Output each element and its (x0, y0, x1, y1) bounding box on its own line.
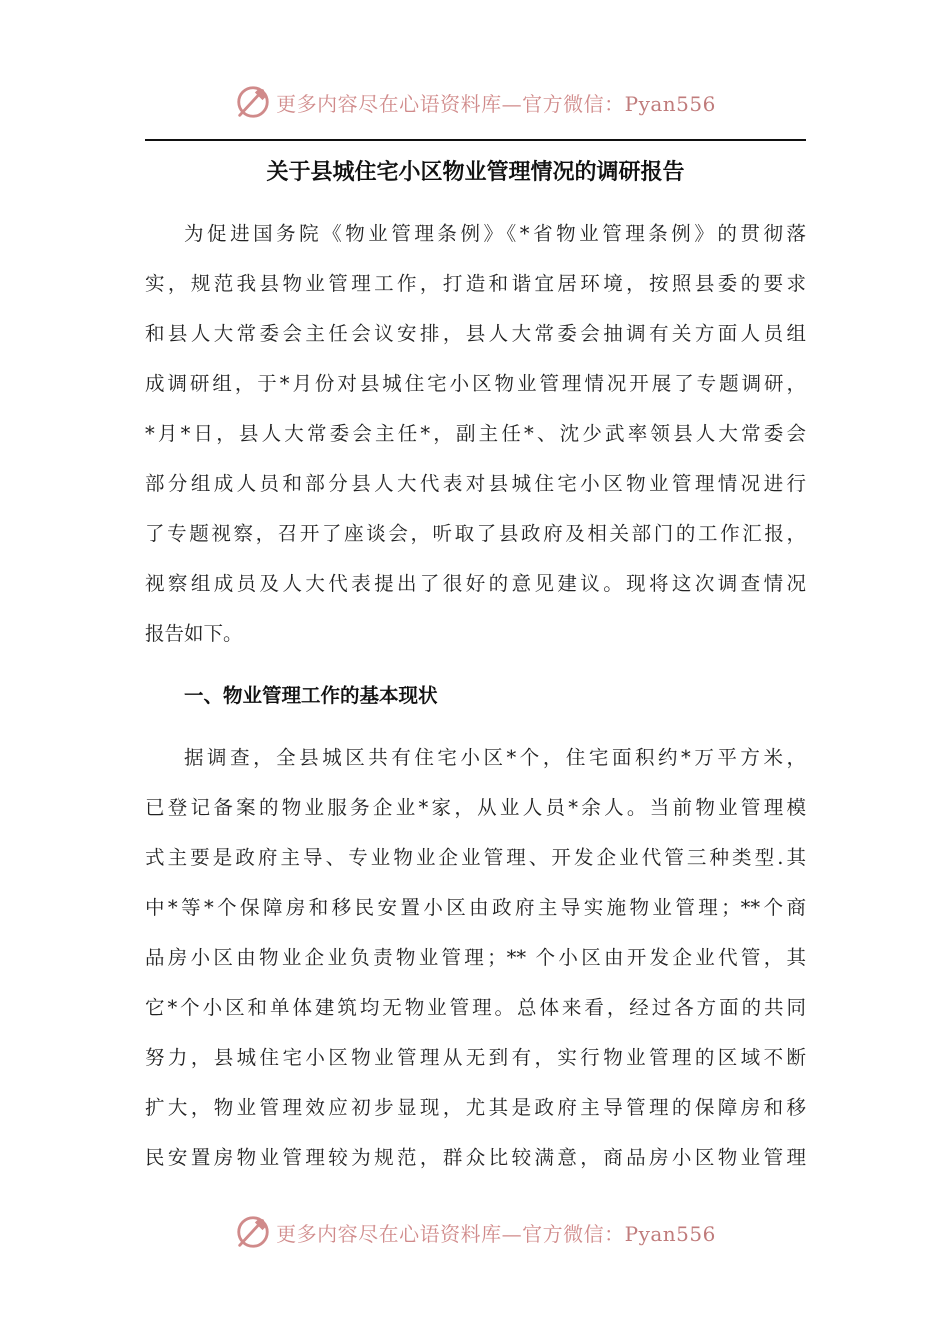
paragraph-line: 品房小区由物业企业负责物业管理；** 个小区由开发企业代管，其 (145, 946, 806, 969)
footer-banner-text: 更多内容尽在心语资料库—官方微信： (276, 1221, 625, 1246)
paragraph-line: 努力，县城住宅小区物业管理从无到有，实行物业管理的区域不断 (145, 1046, 806, 1069)
footer-banner (0, 1212, 950, 1252)
paragraph-line: 和县人大常委会主任会议安排，县人大常委会抽调有关方面人员组 (145, 322, 806, 345)
paragraph-line: 为促进国务院《物业管理条例》《*省物业管理条例》的贯彻落 (184, 222, 806, 245)
section1-paragraph (145, 733, 806, 1183)
paragraph-line: 式主要是政府主导、专业物业企业管理、开发企业代管三种类型.其 (145, 846, 806, 869)
document-title: 关于县城住宅小区物业管理情况的调研报告 (266, 159, 685, 185)
paragraph-line: 它*个小区和单体建筑均无物业管理。总体来看，经过各方面的共同 (145, 996, 806, 1019)
paragraph-line: 部分组成人员和部分县人大代表对县城住宅小区物业管理情况进行 (145, 472, 806, 495)
paragraph-line: 民安置房物业管理较为规范，群众比较满意，商品房小区物业管理 (145, 1146, 806, 1169)
pen-logo-icon (234, 83, 272, 121)
paragraph-line: 据调查，全县城区共有住宅小区*个，住宅面积约*万平方米， (184, 746, 806, 769)
section-heading: 一、物业管理工作的基本现状 (184, 684, 438, 707)
paragraph-line: 成调研组，于*月份对县城住宅小区物业管理情况开展了专题调研， (145, 372, 806, 395)
paragraph-line: 扩大，物业管理效应初步显现，尤其是政府主导管理的保障房和移 (145, 1096, 806, 1119)
footer-banner-id: Pyan556 (624, 1221, 716, 1246)
intro-paragraph (145, 209, 806, 659)
paragraph-line: 中*等*个保障房和移民安置小区由政府主导实施物业管理；**个商 (145, 896, 806, 919)
paragraph-line: 已登记备案的物业服务企业*家，从业人员*余人。当前物业管理模 (145, 796, 806, 819)
paragraph-line: *月*日，县人大常委会主任*，副主任*、沈少武率领县人大常委会 (145, 422, 806, 445)
header-banner-text: 更多内容尽在心语资料库—官方微信： (276, 91, 625, 116)
header-banner (0, 82, 950, 122)
header-banner-id: Pyan556 (624, 91, 716, 116)
paragraph-line: 了专题视察，召开了座谈会，听取了县政府及相关部门的工作汇报， (145, 522, 806, 545)
paragraph-line: 报告如下。 (145, 622, 243, 645)
paragraph-line: 实，规范我县物业管理工作，打造和谐宜居环境，按照县委的要求 (145, 272, 806, 295)
header-rule (145, 139, 806, 141)
paragraph-line: 视察组成员及人大代表提出了很好的意见建议。现将这次调查情况 (145, 572, 806, 595)
pen-logo-icon (234, 1213, 272, 1251)
